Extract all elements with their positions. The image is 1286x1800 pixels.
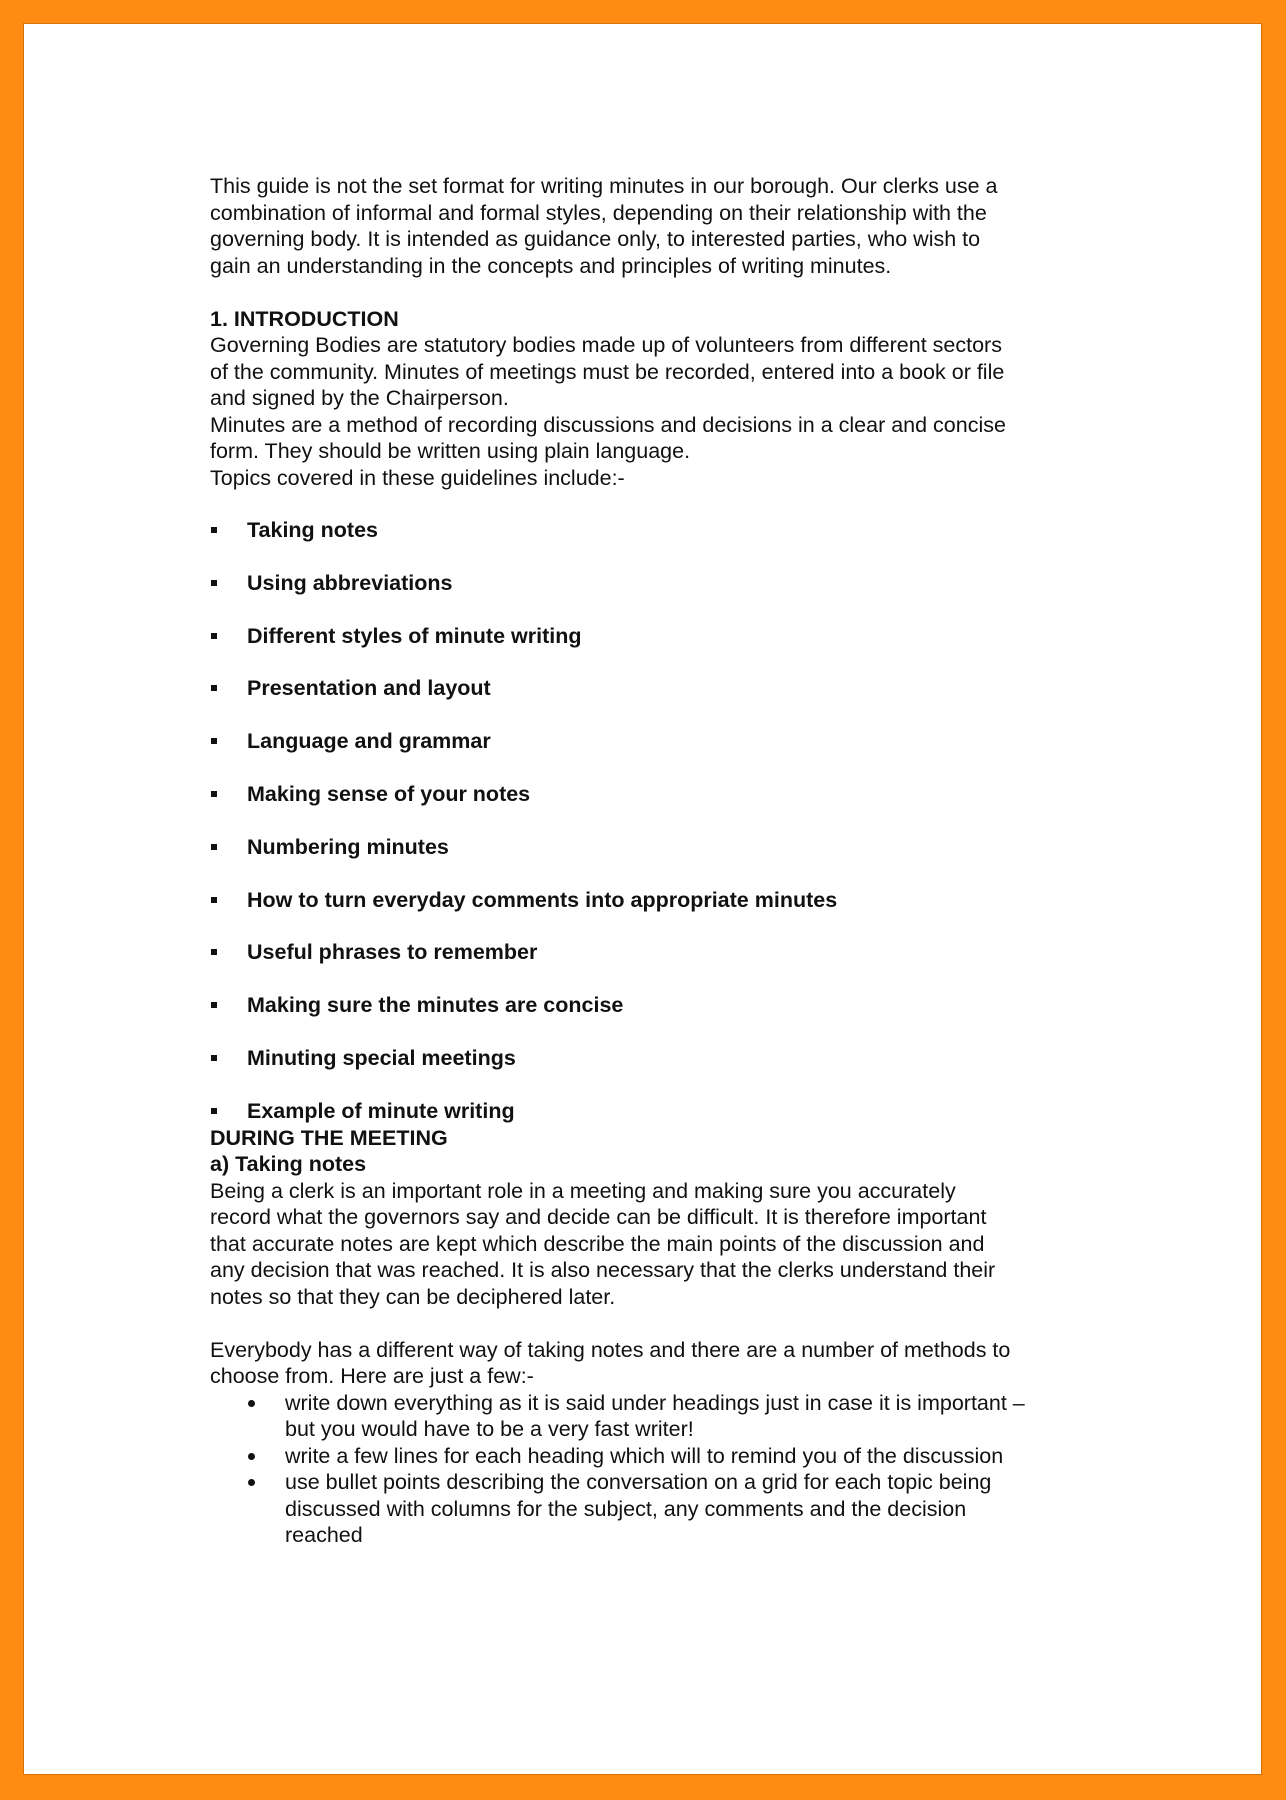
method-line: discussed with columns for the subject, any comments and the decision <box>285 1496 967 1521</box>
method-line: but you would have to be a very fast writer! <box>285 1417 694 1442</box>
square-bullet-icon <box>211 1055 217 1061</box>
introduction-heading: 1. INTRODUCTION <box>210 306 399 331</box>
topic-label: Example of minute writing <box>247 1098 515 1123</box>
topic-label: Numbering minutes <box>247 834 449 859</box>
introduction-section <box>210 306 1110 492</box>
topic-label: Useful phrases to remember <box>247 940 538 965</box>
square-bullet-icon <box>211 897 217 903</box>
topic-item <box>210 992 1110 1019</box>
topic-label: Making sense of your notes <box>247 781 531 806</box>
topic-item <box>210 675 1110 702</box>
intro-line: governing body. It is intended as guidance only, to interested parties, who wish to <box>210 227 981 251</box>
paragraph-line: Being a clerk is an important role in a meeting and making sure you accurately <box>210 1178 956 1203</box>
topic-item <box>210 834 1110 861</box>
paragraph-line: Everybody has a different way of taking notes and there are a number of methods to <box>210 1337 1011 1362</box>
topics-list <box>210 517 1110 1124</box>
intro-paragraph <box>210 173 1110 279</box>
topic-label: How to turn everyday comments into appropriate minutes <box>247 887 838 912</box>
paragraph-line: notes so that they can be deciphered later. <box>210 1284 616 1309</box>
introduction-line: Topics covered in these guidelines include:- <box>210 465 625 490</box>
topic-item <box>210 517 1110 544</box>
methods-list <box>210 1390 1110 1549</box>
intro-line: combination of informal and formal styles, depending on their relationship with the <box>210 200 987 225</box>
topic-label: Language and grammar <box>247 729 491 754</box>
topic-item <box>210 939 1110 966</box>
round-bullet-icon <box>248 1453 255 1460</box>
introduction-line: of the community. Minutes of meetings must be recorded, entered into a book or file <box>210 359 1005 384</box>
square-bullet-icon <box>211 791 217 797</box>
introduction-line: Governing Bodies are statutory bodies made up of volunteers from different sectors <box>210 333 1002 357</box>
method-line: write down everything as it is said under headings just in case it is important – <box>285 1390 1025 1415</box>
intro-line: gain an understanding in the concepts and principles of writing minutes. <box>210 253 892 278</box>
topic-label: Different styles of minute writing <box>247 623 582 648</box>
topic-label: Making sure the minutes are concise <box>247 993 624 1018</box>
square-bullet-icon <box>211 685 217 691</box>
paragraph-line: any decision that was reached. It is also necessary that the clerks understand their <box>210 1258 996 1283</box>
topic-label: Presentation and layout <box>247 676 491 701</box>
topic-item <box>210 1045 1110 1072</box>
introduction-line: and signed by the Chairperson. <box>210 386 509 410</box>
paragraph-line: that accurate notes are kept which describe the main points of the discussion and <box>210 1231 985 1256</box>
square-bullet-icon <box>211 738 217 744</box>
square-bullet-icon <box>211 633 217 639</box>
document-page <box>23 23 1262 1775</box>
paragraph-line: choose from. Here are just a few:- <box>210 1364 534 1389</box>
round-bullet-icon <box>248 1479 255 1486</box>
topic-item <box>210 728 1110 755</box>
square-bullet-icon <box>211 527 217 533</box>
method-item <box>247 1390 1110 1443</box>
topic-item <box>210 570 1110 597</box>
square-bullet-icon <box>211 1108 217 1114</box>
document-body <box>210 173 1110 1549</box>
during-meeting-section <box>210 1125 1110 1549</box>
square-bullet-icon <box>211 844 217 850</box>
spacer <box>210 279 1110 306</box>
method-line: use bullet points describing the conversation on a grid for each topic being <box>285 1470 992 1495</box>
intro-line: This guide is not the set format for writing minutes in our borough. Our clerks use a <box>210 174 998 198</box>
spacer <box>210 1310 1110 1337</box>
introduction-line: Minutes are a method of recording discussions and decisions in a clear and concise <box>210 412 1006 437</box>
topic-label: Using abbreviations <box>247 570 453 595</box>
paragraph-line: record what the governors say and decide can be difficult. It is therefore important <box>210 1205 987 1230</box>
taking-notes-subheading: a) Taking notes <box>210 1152 367 1177</box>
topic-item <box>210 1098 1110 1125</box>
method-item <box>247 1469 1110 1549</box>
topic-label: Minuting special meetings <box>247 1045 516 1070</box>
method-line: write a few lines for each heading which will to remind you of the discussion <box>285 1443 1004 1468</box>
during-meeting-heading: DURING THE MEETING <box>210 1125 448 1150</box>
square-bullet-icon <box>211 949 217 955</box>
topic-item <box>210 781 1110 808</box>
topic-item <box>210 887 1110 914</box>
square-bullet-icon <box>211 1002 217 1008</box>
topic-label: Taking notes <box>247 518 379 542</box>
introduction-line: form. They should be written using plain language. <box>210 439 691 463</box>
method-item <box>247 1443 1110 1470</box>
topic-item <box>210 623 1110 650</box>
square-bullet-icon <box>211 580 217 586</box>
method-line: reached <box>285 1523 363 1548</box>
round-bullet-icon <box>248 1400 255 1407</box>
